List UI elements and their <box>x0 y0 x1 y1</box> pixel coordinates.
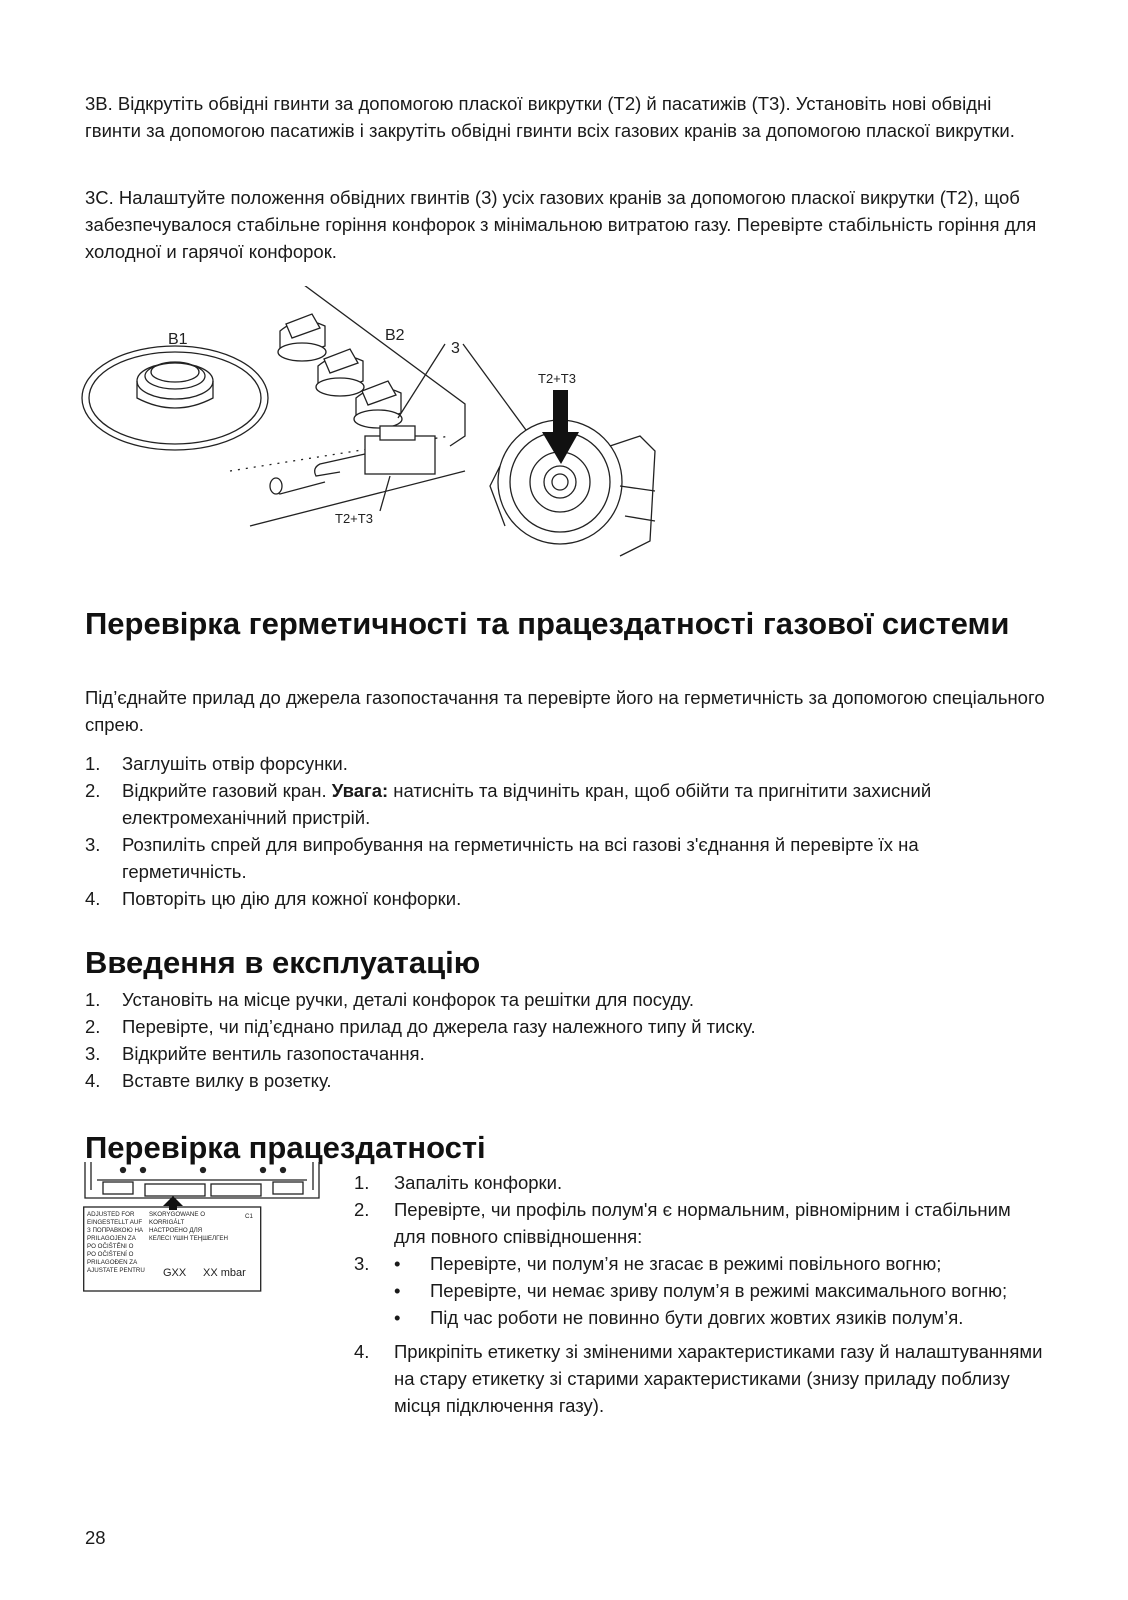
list-item: 3. Розпиліть спрей для випробування на герметичність на всі газові з'єднання й перевірте їх на герметичність. <box>85 834 919 882</box>
label-b2: B2 <box>385 327 405 344</box>
label-col1-line: AJUSTATE PENTRU <box>87 1267 145 1274</box>
label-code: C1 <box>245 1213 253 1220</box>
label-pressure: XX mbar <box>203 1267 246 1279</box>
list-item: 4. Прикріпіть етикетку зі зміненими характеристиками газу й налаштуваннями на стару етикетку зі старими характеристиками (знизу приладу поблизу місця підключення газу). <box>354 1341 1043 1416</box>
list-item: 1. Запаліть конфорки. <box>354 1172 563 1193</box>
page-number: 28 <box>85 1527 106 1548</box>
leak-check-intro: Під’єднайте прилад до джерела газопостачання та перевірте його на герметичність за допомогою спеціального спрею. <box>85 687 1045 735</box>
operation-check-steps <box>354 1169 1044 1419</box>
label-col1-line: PRILAGOĐEN ZA <box>87 1259 138 1266</box>
label-tools-top: T2+T3 <box>538 371 576 386</box>
list-item: 2. Перевірте, чи під’єднано прилад до джерела газу належного типу й тиску. <box>85 1016 756 1037</box>
label-col1-line: PRILAGOJEN ZA <box>87 1235 136 1242</box>
label-col2-line: SKORYGOWANE O <box>149 1211 206 1218</box>
leak-check-steps <box>85 750 1045 912</box>
rating-label-illustration <box>83 1160 321 1293</box>
bullet-item: • Під час роботи не повинно бути довгих жовтих язиків полум’я. <box>394 1307 964 1328</box>
label-col2-line: НАСТРОЕНО ДЛЯ <box>149 1227 203 1234</box>
bullet-item: • Перевірте, чи немає зриву полум’я в режимі максимального вогню; <box>394 1280 1008 1301</box>
label-col1-line: ADJUSTED FOR <box>87 1211 135 1218</box>
label-col1-line: PO OČIŠTENÍ O <box>87 1251 134 1258</box>
warning-label: Увага: <box>331 780 389 801</box>
list-item: 3. Відкрийте вентиль газопостачання. <box>85 1043 425 1064</box>
label-col1-line: EINGESTELLT AUF <box>87 1219 143 1226</box>
list-item: 1. Заглушіть отвір форсунки. <box>85 753 348 774</box>
list-item: 1. Установіть на місце ручки, деталі конфорок та решітки для посуду. <box>85 989 694 1010</box>
list-item: 2. Перевірте, чи профіль полум'я є нормальним, рівномірним і стабільним для повного співвідношення: <box>354 1199 1011 1247</box>
label-bypass-screw: 3 <box>451 340 460 357</box>
section-title-operation-check: Перевірка працездатності <box>85 1130 486 1165</box>
label-gas-type: GXX <box>163 1267 187 1279</box>
label-col1-line: З ПОПРАВКОЮ НА <box>87 1227 144 1234</box>
list-item: 3. • Перевірте, чи полум’я не згасає в режимі повільного вогню; • Перевірте, чи немає зриву полум’я в режимі максимального вогню; • Під час роботи не повинно бути довгих жовтих язиків полум’я. <box>354 1250 1044 1331</box>
paragraph-3b: 3B. Відкрутіть обвідні гвинти за допомогою пласкої викрутки (T2) й пасатижів (T3). Установіть нові обвідні гвинти за допомогою пасатижів і закрутіть обвідні гвинти всіх газових кранів за допомогою пласкої викрутки. <box>85 93 1015 141</box>
label-tools-bottom: T2+T3 <box>335 511 373 526</box>
list-item: 2. Відкрийте газовий кран. Увага: натисніть та відчиніть кран, щоб обійти та пригнітити захисний електромеханічний пристрій. <box>85 780 932 828</box>
paragraph-3c: 3C. Налаштуйте положення обвідних гвинтів (3) усіх газових кранів за допомогою пласкої викрутки (T2), щоб забезпечувалося стабільне горіння конфорок з мінімальною витратою газу. Перевірте стабільність горіння для холодної и гарячої конфорок. <box>85 187 1037 262</box>
section-title-commissioning: Введення в експлуатацію <box>85 945 481 980</box>
burner-adjustment-illustration <box>80 286 670 568</box>
label-col2-line: КЕЛЕСІ ҮШІН ТЕҢШЕЛГЕН <box>149 1235 229 1242</box>
bullet-item: • Перевірте, чи полум’я не згасає в режимі повільного вогню; <box>394 1253 942 1274</box>
label-b1: B1 <box>168 331 188 348</box>
commissioning-steps <box>85 986 1045 1094</box>
label-col2-line: KORRIGÁLT <box>149 1219 185 1226</box>
list-item: 4. Вставте вилку в розетку. <box>85 1070 332 1091</box>
section-title-leak-check: Перевірка герметичності та працездатності газової системи <box>85 606 1010 641</box>
label-col1-line: PO OČIŠTĚNI O <box>87 1243 134 1250</box>
list-item: 4. Повторіть цю дію для кожної конфорки. <box>85 888 462 909</box>
